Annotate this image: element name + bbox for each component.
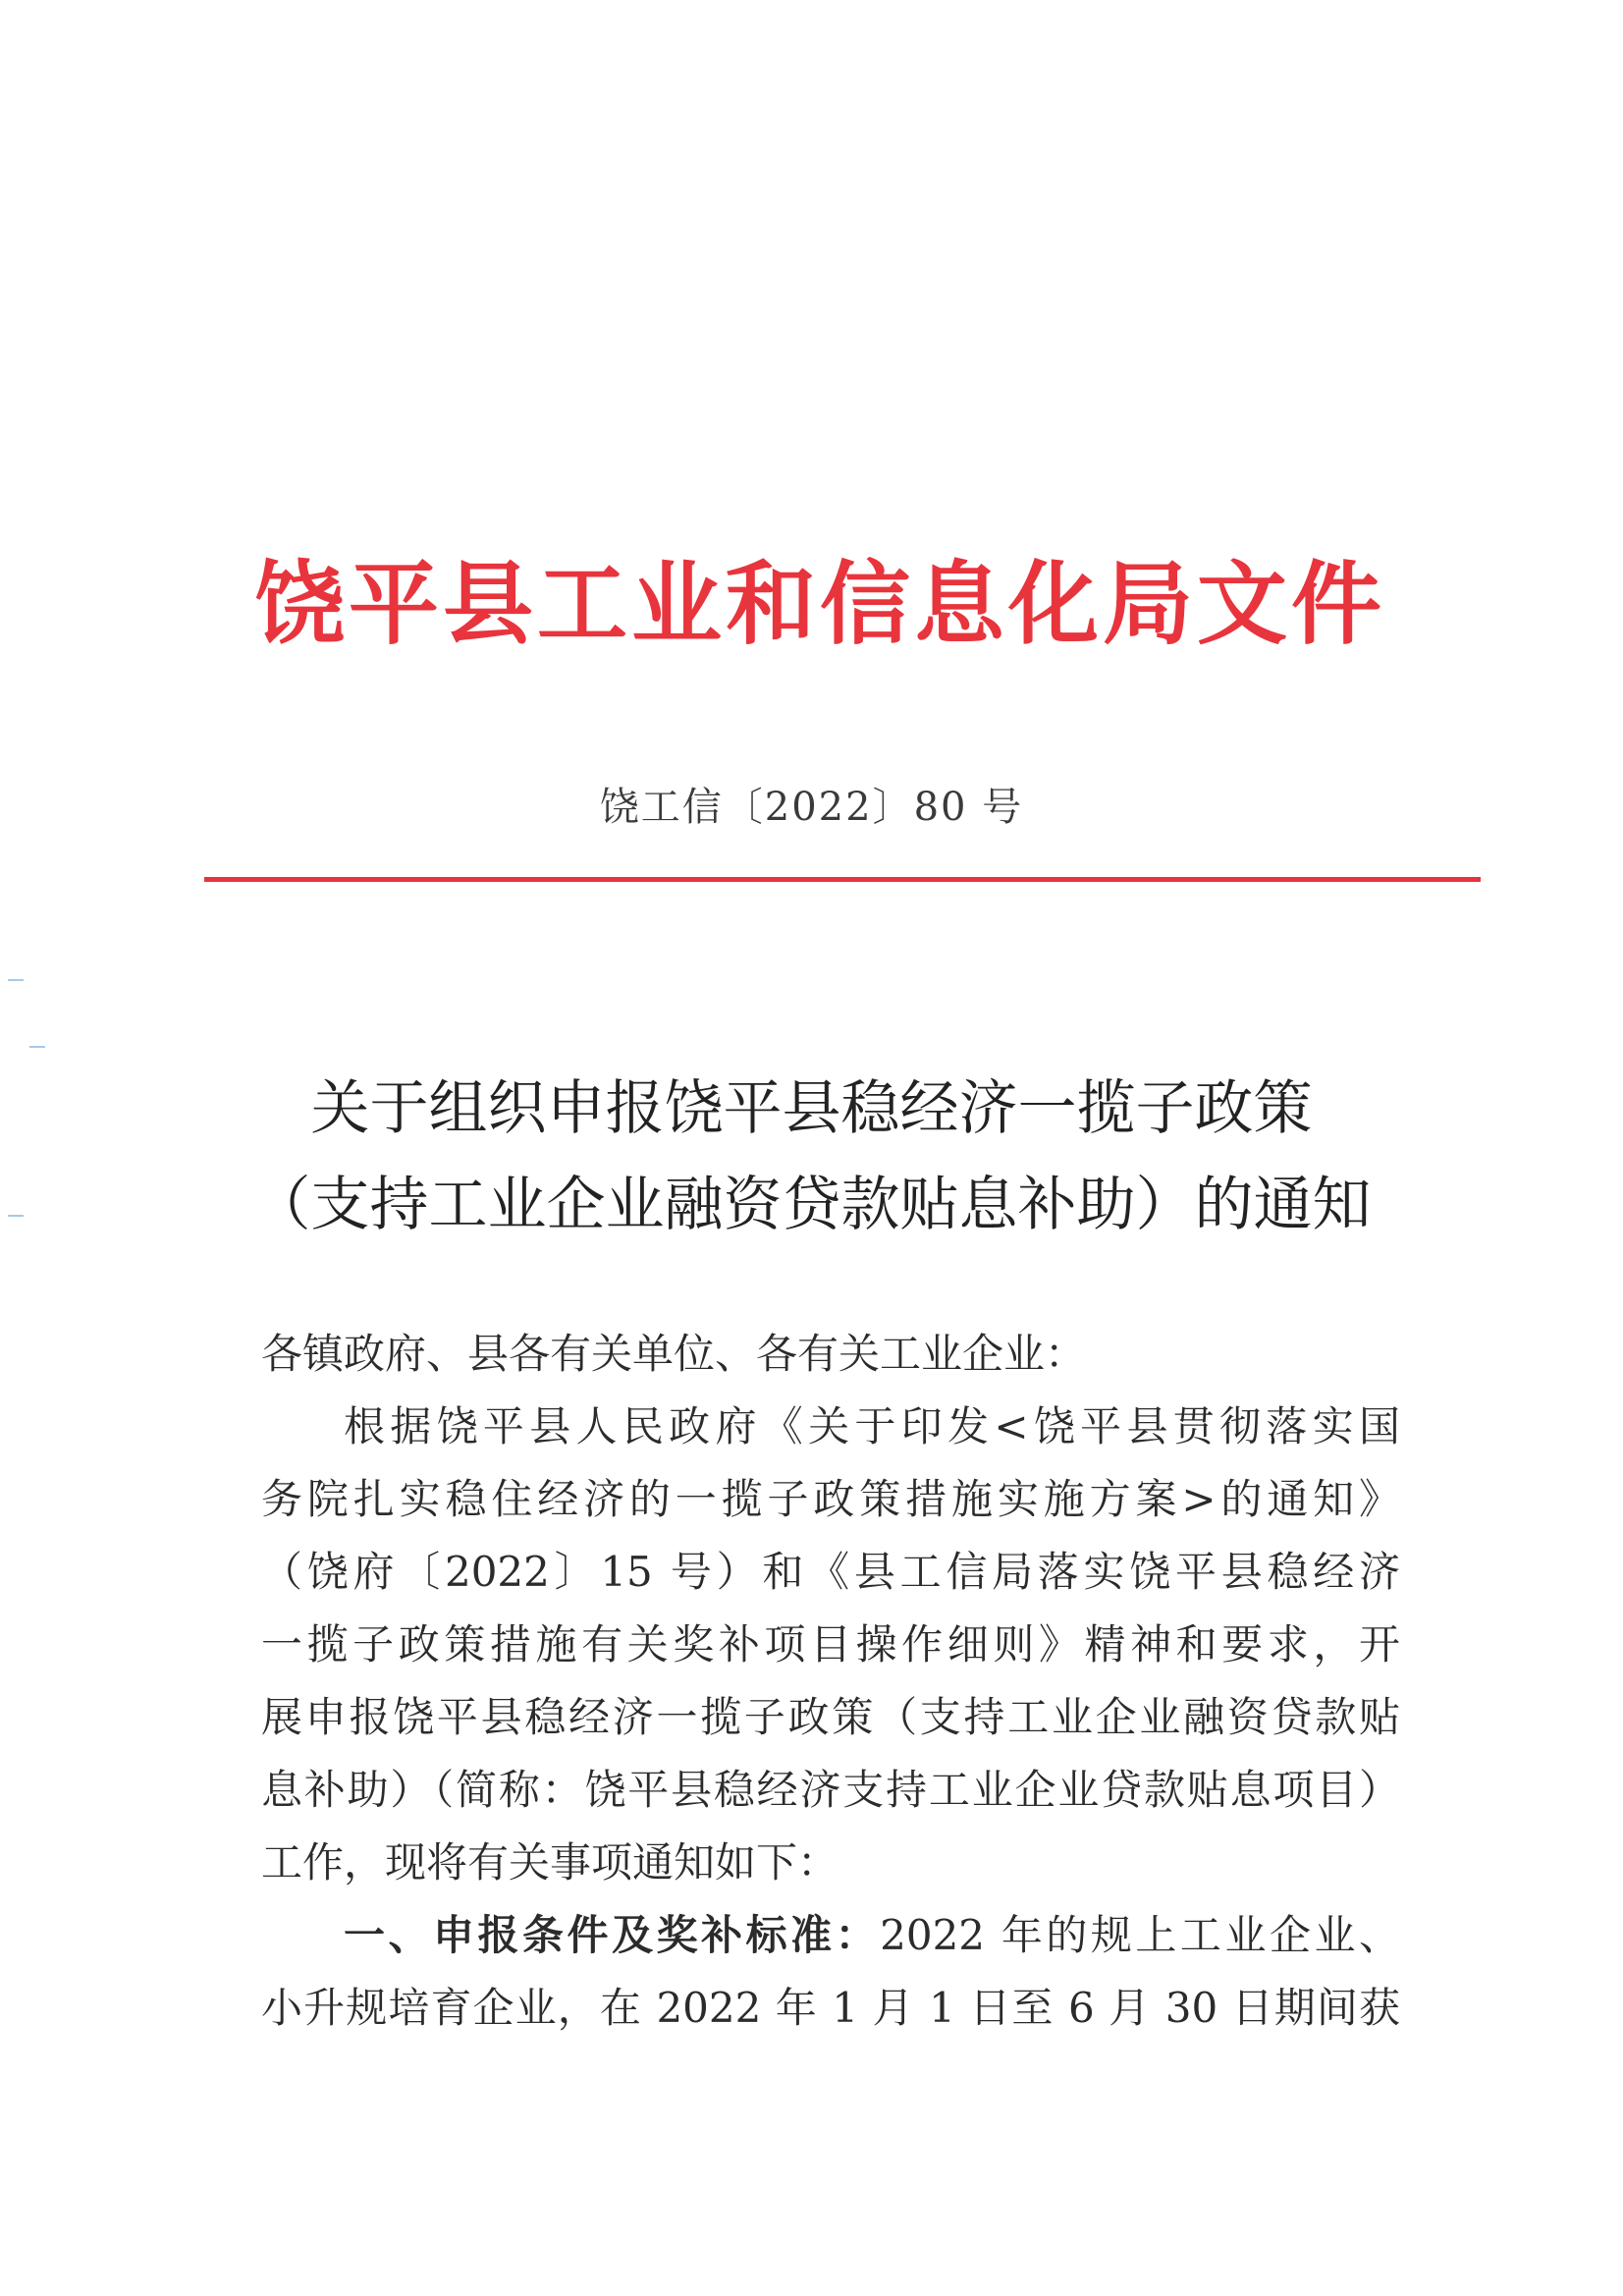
paragraph-line: 务院扎实稳住经济的一揽子政策措施实施方案>的通知》 [261, 1475, 1400, 1523]
paragraph-line: 工作，现将有关事项通知如下： [261, 1838, 839, 1886]
notice-title-line-2: （支持工业企业融资贷款贴息补助）的通知 [251, 1171, 1372, 1239]
notice-title-line-1: 关于组织申报饶平县稳经济一揽子政策 [310, 1074, 1313, 1143]
issuer-title: 饶平县工业和信息化局文件 [253, 551, 1385, 657]
section-1-line [261, 1899, 1400, 1972]
notice-body [261, 1318, 1400, 2045]
notice-title [0, 1061, 1623, 1253]
salutation: 各镇政府、县各有关单位、各有关工业企业： [261, 1330, 1087, 1378]
section-1-text: 2022 年的规上工业企业、 [880, 1911, 1400, 1959]
red-divider-line [204, 877, 1481, 882]
paragraph-line: 根据饶平县人民政府《关于印发<饶平县贯彻落实国 [344, 1402, 1400, 1450]
paragraph-line: 一揽子政策措施有关奖补项目操作细则》精神和要求，开 [261, 1620, 1400, 1668]
document-number: 饶工信〔2022〕80 号 [599, 785, 1024, 830]
paragraph-line: 息补助）（简称：饶平县稳经济支持工业企业贷款贴息项目） [261, 1766, 1400, 1814]
paragraph-line: 小升规培育企业，在 2022 年 1 月 1 日至 6 月 30 日期间获 [261, 1984, 1400, 2032]
section-1-heading: 一、申报条件及奖补标准： [344, 1911, 881, 1959]
scan-mark [8, 979, 24, 981]
paragraph-line: 展申报饶平县稳经济一揽子政策（支持工业企业融资贷款贴 [261, 1693, 1400, 1741]
scan-mark [29, 1046, 45, 1048]
paragraph-line: （饶府〔2022〕15 号）和《县工信局落实饶平县稳经济 [261, 1548, 1400, 1596]
